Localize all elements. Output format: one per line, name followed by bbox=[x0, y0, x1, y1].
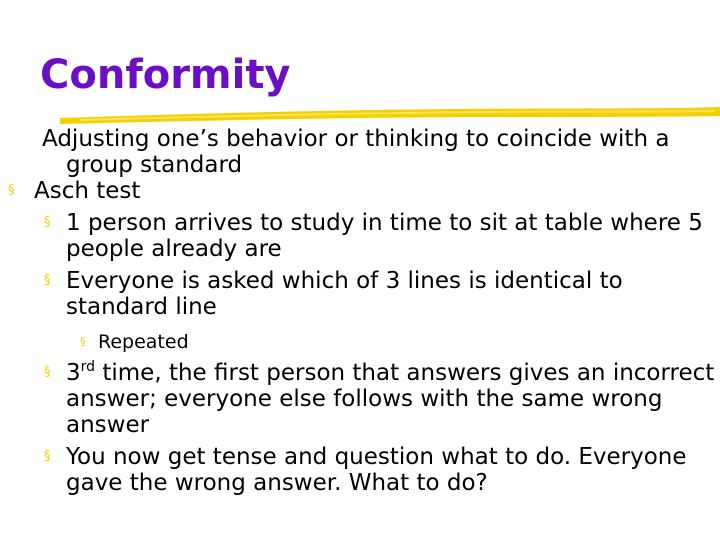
ordinal-number: 3 bbox=[66, 360, 81, 386]
bullet-person-arrives: § 1 person arrives to study in time to sit at table where 5 people already are bbox=[44, 210, 703, 262]
bullet-you-get-tense: § You now get tense and question what to do. Everyone gave the wrong answer. What to do? bbox=[44, 444, 687, 496]
square-bullet-icon: § bbox=[8, 183, 15, 198]
square-bullet-icon: § bbox=[80, 335, 86, 348]
slide-body bbox=[0, 126, 720, 496]
slide-title: Conformity bbox=[40, 52, 291, 98]
square-bullet-icon: § bbox=[44, 215, 51, 230]
square-bullet-icon: § bbox=[44, 365, 51, 380]
underline-stroke bbox=[60, 107, 720, 124]
bullet-everyone-asked: § Everyone is asked which of 3 lines is identical to standard line bbox=[44, 268, 623, 320]
ordinal-suffix: rd bbox=[80, 359, 96, 375]
bullet-repeated: § Repeated bbox=[80, 331, 189, 353]
bullet-asch-test: § Asch test bbox=[8, 178, 141, 204]
square-bullet-icon: § bbox=[44, 273, 51, 288]
title-underline-brush bbox=[60, 100, 720, 126]
third-time-text: time, the first person that answers gives an incorrect answer; everyone else follows with the same wrong answer bbox=[66, 360, 715, 438]
bullet-third-time bbox=[0, 360, 720, 438]
definition-text: Adjusting one’s behavior or thinking to coincide with a group standard bbox=[42, 126, 670, 178]
square-bullet-icon: § bbox=[44, 449, 51, 464]
